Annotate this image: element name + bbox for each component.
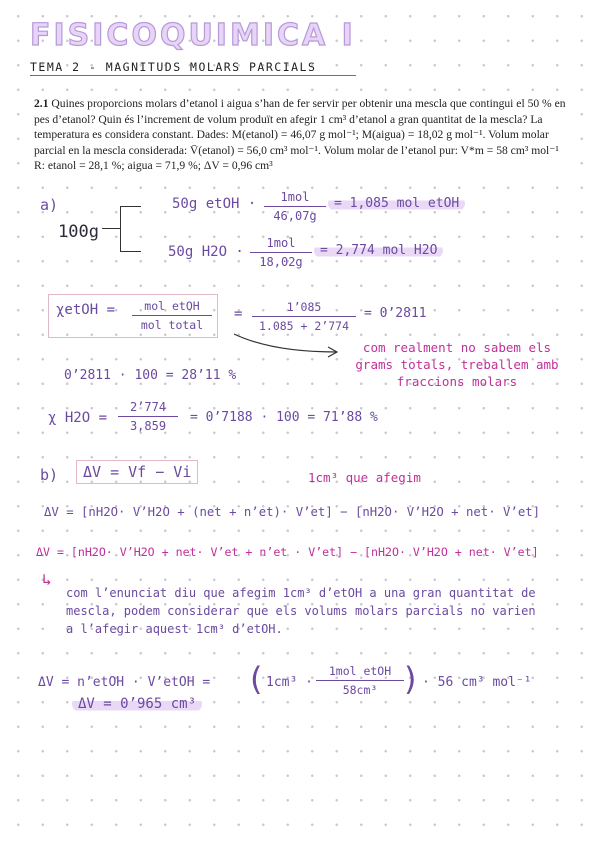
ethanol-moles-result: = 1,085 mol etOH [328, 196, 465, 211]
molar-volume-fraction [316, 664, 404, 697]
split-brace [120, 206, 141, 252]
mole-fraction-note: com realment no sabem els grams totals, treballem amb fraccions molars [355, 340, 559, 389]
mole-fraction-label: χetOH = [56, 302, 116, 318]
part-a-label: a) [40, 196, 59, 214]
part-b-label: b) [40, 466, 59, 484]
mole-calc-bar [252, 316, 356, 317]
water-frac-bar [250, 252, 312, 253]
ethanol-frac-num: 1mol [280, 190, 310, 204]
water-calc-num: 2’774 [129, 400, 167, 414]
delta-v-equation-3: ΔV = n’etOH · V’etOH = [38, 675, 211, 690]
problem-text: Quines proporcions molars d’etanol i aigua s’han de fer servir per obtenir una mescla que contingui el 50 % en pes d’etanol? Quin és l’increment de volum produït en afegir 1 cm³ d’etanol a gran quantitat de la mescla? La temperatura es considera constant. Dades: M(etanol) = 46,07 g mol⁻¹; M(aigua) = 18,02 g mol⁻¹. Volum molar parcial en la mescla considerada: V̄(etanol) = 56,0 cm³ mol⁻¹. Volum molar de l’etanol pur: V*m = 58 cm³ mol⁻¹ [34, 97, 566, 157]
problem-number: 2.1 [34, 97, 49, 110]
water-fraction-calc [118, 400, 178, 433]
added-volume-term: 1cm³ · [266, 675, 313, 690]
delta-v-equation-2: ΔV = [nH2O· V’H2O + net· V’et + n’et · V’et] − [nH2O· V’H2O + net· V’et] [36, 545, 539, 559]
subtitle-underline [30, 75, 356, 76]
molar-vol-bar [316, 680, 404, 681]
volume-explanation: com l’enunciat diu que afegim 1cm³ d’etOH a una gran quantitat de mescla, podem considerar que els volums molars parcials no varien a l’afegir aquest 1cm³ d’etOH. [66, 586, 536, 636]
problem-answer: R: etanol = 28,1 %; aigua = 71,9 %; ΔV = 0,96 cm³ [34, 159, 273, 172]
explanation-arrow-icon: ↳ [42, 570, 52, 589]
water-frac-num: 1mol [266, 236, 296, 250]
water-mass-term: 50g H2O · [168, 244, 244, 260]
problem-statement [30, 96, 568, 180]
total-mass: 100g [58, 222, 99, 242]
brace-stem [102, 228, 120, 229]
paren-close: ) [404, 660, 417, 698]
section-subtitle: TEMA 2 - MAGNITUDS MOLARS PARCIALS [30, 60, 317, 74]
partial-molar-volume-term: · 56 cm³ mol⁻¹ [422, 675, 532, 690]
mole-calc-den: 1.085 + 2’774 [258, 319, 349, 333]
mole-eq-sign: = [234, 306, 243, 322]
ethanol-frac-den: 46,07g [273, 209, 317, 223]
mole-def-bar [132, 315, 212, 316]
note-arrow [232, 330, 342, 360]
water-molar-fraction [250, 236, 312, 269]
paren-open: ( [250, 660, 263, 698]
mole-def-den: mol total [140, 318, 204, 332]
mole-def-num: mol etOH [144, 299, 200, 313]
water-calc-bar [118, 416, 178, 417]
ethanol-frac-bar [264, 206, 326, 207]
ethanol-percentage: 0’2811 · 100 = 28’11 % [64, 368, 237, 383]
ethanol-molar-fraction [264, 190, 326, 223]
water-moles-result: = 2,774 mol H2O [314, 243, 443, 258]
problem-text-block [34, 96, 568, 174]
water-percentage: = 0’7188 · 100 = 71’88 % [190, 410, 378, 425]
delta-v-definition: ΔV = Vf − Vi [76, 460, 198, 484]
water-fraction-label: χ H2O = [48, 410, 108, 426]
ethanol-mass-term: 50g etOH · [172, 196, 257, 212]
molar-vol-num: 1mol etOH [328, 664, 392, 678]
mole-calc-num: 1’085 [286, 300, 322, 314]
final-result: ΔV = 0’965 cm³ [72, 696, 202, 712]
delta-v-equation-1: ΔV = [nH2O· V’H2O + (net + n’et)· V’et] − [nH2O· V’H2O + net· V’et] [44, 505, 541, 519]
mole-fraction-result: = 0’2811 [364, 306, 427, 321]
page-title: FISICOQUIMICA I [30, 18, 356, 53]
added-volume-note: 1cm³ que afegim [308, 470, 421, 485]
mole-fraction-definition [132, 299, 212, 332]
water-calc-den: 3,859 [129, 419, 167, 433]
molar-vol-den: 58cm³ [342, 683, 378, 697]
mole-fraction-calc [252, 300, 356, 333]
water-frac-den: 18,02g [259, 255, 303, 269]
